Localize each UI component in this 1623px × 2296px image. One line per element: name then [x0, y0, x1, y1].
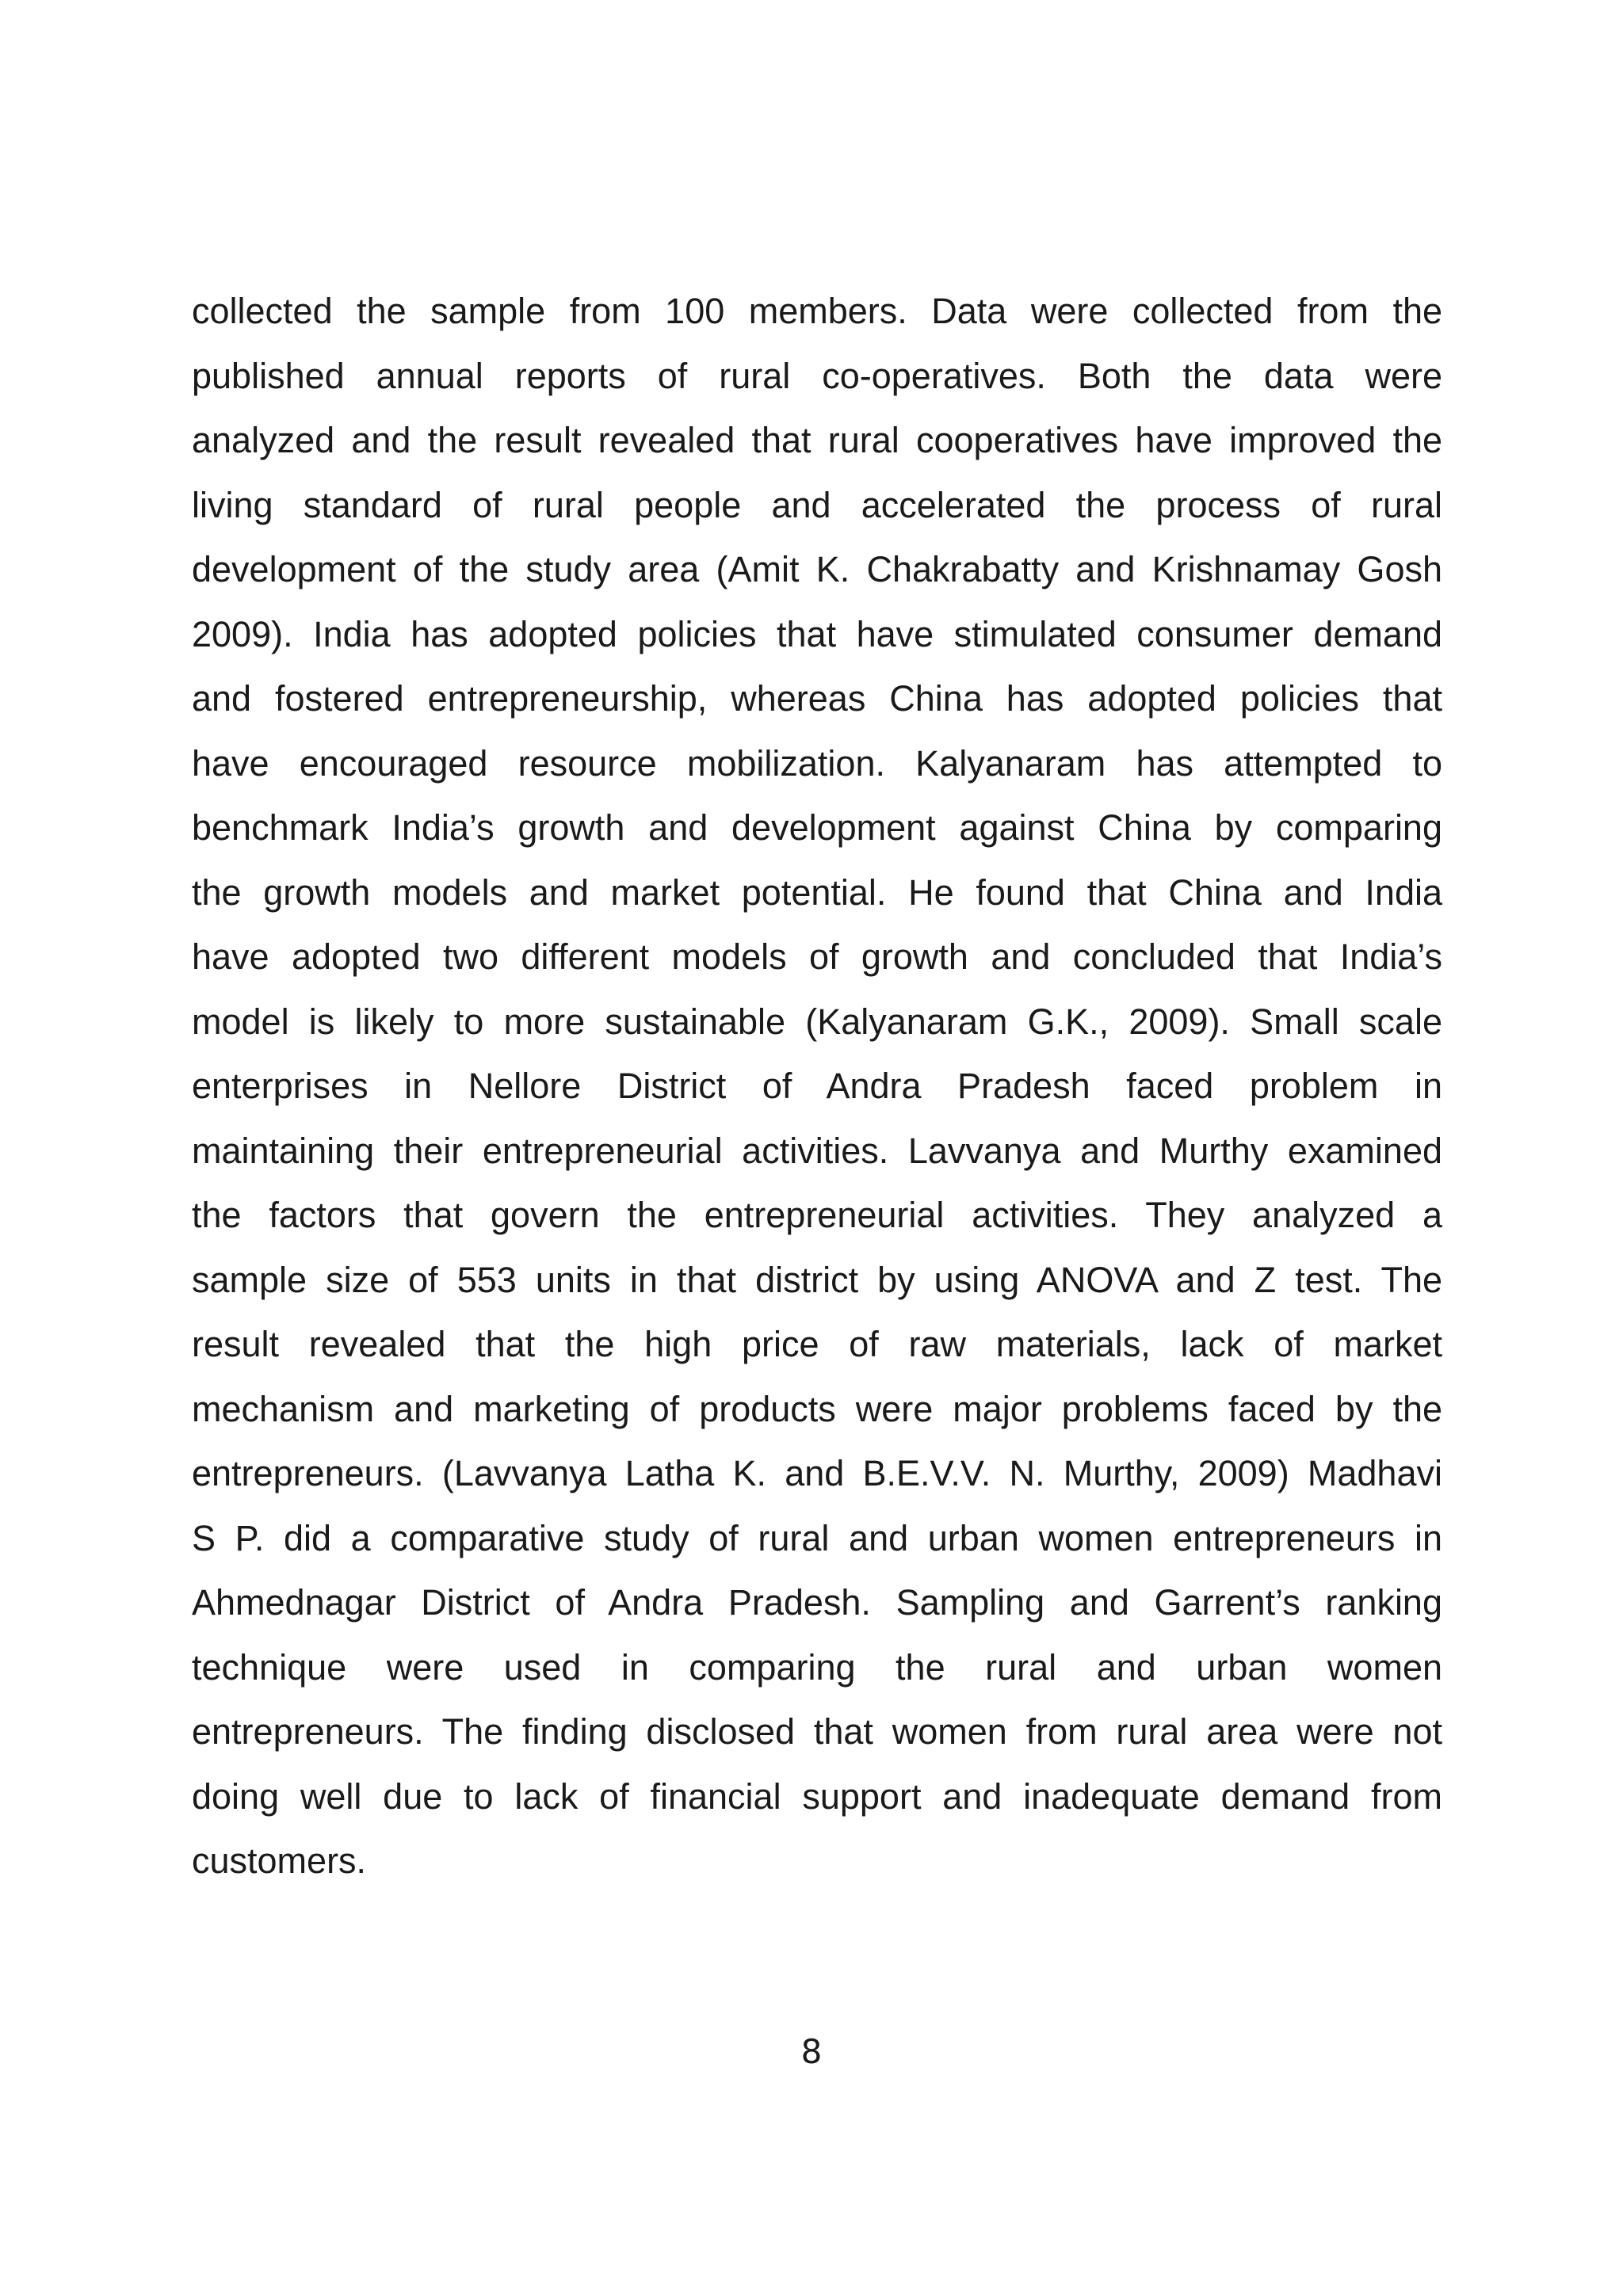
text-line: customers.: [192, 1840, 367, 1881]
text-line: doing well due to lack of financial support and inadequate demand from: [192, 1775, 1442, 1817]
text-line: have adopted two different models of growth and concluded that India’s: [192, 936, 1442, 977]
page-number: 8: [800, 2032, 823, 2071]
text-line: S P. did a comparative study of rural and urban women entrepreneurs in: [192, 1517, 1442, 1558]
text-line: benchmark India’s growth and development against China by comparing: [192, 807, 1442, 848]
text-line: entrepreneurs. The finding disclosed that women from rural area were not: [192, 1711, 1442, 1752]
text-line: sample size of 553 units in that district by using ANOVA and Z test. The: [192, 1259, 1442, 1300]
text-line: analyzed and the result revealed that rural cooperatives have improved the: [192, 420, 1442, 460]
text-line: the growth models and market potential. He found that China and India: [192, 871, 1442, 913]
text-line: mechanism and marketing of products were major problems faced by the: [192, 1388, 1442, 1429]
text-line: Ahmednagar District of Andra Pradesh. Sampling and Garrent’s ranking: [192, 1582, 1442, 1623]
text-line: the factors that govern the entrepreneurial activities. They analyzed a: [192, 1195, 1442, 1235]
text-line: result revealed that the high price of raw materials, lack of market: [192, 1324, 1442, 1364]
text-line: technique were used in comparing the rural and urban women: [192, 1646, 1442, 1688]
text-line: have encouraged resource mobilization. Kalyanaram has attempted to: [192, 742, 1442, 784]
text-line: development of the study area (Amit K. Chakrabatty and Krishnamay Gosh: [192, 549, 1442, 589]
text-line: published annual reports of rural co-operatives. Both the data were: [192, 355, 1442, 396]
text-line: entrepreneurs. (Lavvanya Latha K. and B.E.V.V. N. Murthy, 2009) Madhavi: [192, 1453, 1442, 1493]
text-line: enterprises in Nellore District of Andra Pradesh faced problem in: [192, 1066, 1442, 1106]
body-paragraph: [192, 279, 1442, 1894]
text-line: living standard of rural people and accelerated the process of rural: [192, 484, 1442, 525]
text-line: collected the sample from 100 members. Data were collected from the: [192, 291, 1442, 331]
text-line: and fostered entrepreneurship, whereas China has adopted policies that: [192, 678, 1442, 719]
text-line: 2009). India has adopted policies that have stimulated consumer demand: [192, 613, 1442, 654]
text-line: maintaining their entrepreneurial activities. Lavvanya and Murthy examined: [192, 1130, 1442, 1171]
text-line: model is likely to more sustainable (Kalyanaram G.K., 2009). Small scale: [192, 1001, 1442, 1042]
